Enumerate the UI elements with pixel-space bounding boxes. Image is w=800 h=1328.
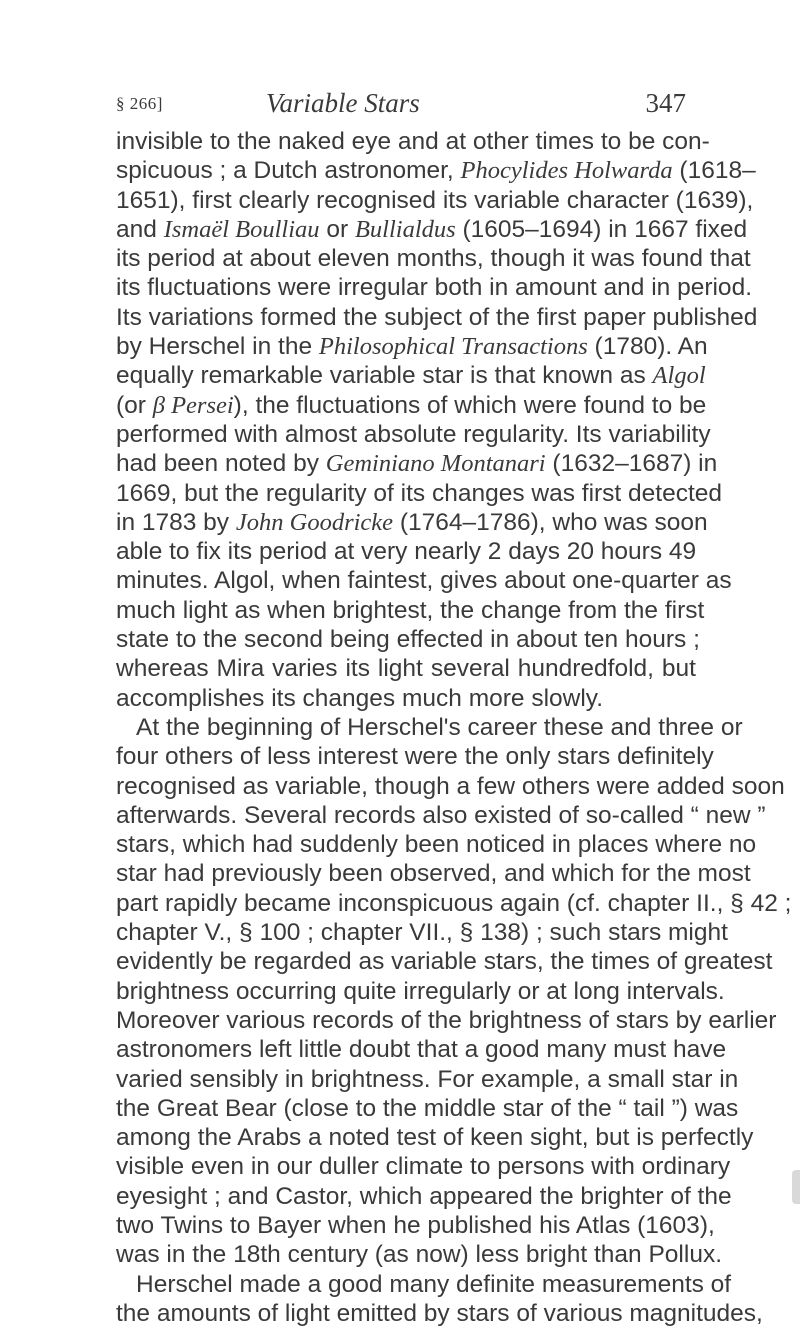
text-line bbox=[116, 479, 723, 508]
text-line bbox=[116, 596, 705, 625]
text-segment: ), the fluctuations of which were found to be bbox=[233, 391, 707, 419]
text-segment: much light as when brightest, the change from the first bbox=[116, 596, 705, 624]
text-segment: (1764–1786), who was soon bbox=[393, 508, 708, 536]
text-line bbox=[116, 127, 710, 156]
body-text bbox=[116, 127, 792, 1328]
text-segment: performed with almost absolute regularity. Its variability bbox=[116, 420, 711, 448]
italic-text: Geminiano Montanari bbox=[325, 450, 546, 478]
text-line bbox=[116, 1152, 731, 1181]
text-segment: chapter V., § 100 ; chapter VII., § 138) ; such stars might bbox=[116, 919, 728, 947]
text-line bbox=[116, 1006, 777, 1035]
section-marker: § 266] bbox=[116, 94, 163, 113]
text-segment: invisible to the naked eye and at other times to be con- bbox=[116, 128, 710, 155]
text-line bbox=[116, 1299, 763, 1328]
text-segment: 1669, but the regularity of its changes was first detected bbox=[116, 479, 723, 507]
text-segment: (1605–1694) in 1667 fixed bbox=[455, 215, 748, 243]
text-line bbox=[116, 332, 708, 361]
page-edge-mark bbox=[792, 1170, 800, 1204]
text-segment: recognised as variable, though a few others were added soon bbox=[116, 772, 785, 800]
text-segment: equally remarkable variable star is that known as bbox=[116, 362, 653, 390]
text-segment: At the beginning of Herschel's career these and three or bbox=[136, 713, 743, 741]
text-line bbox=[116, 361, 706, 390]
text-segment: was in the 18th century (as now) less bright than Pollux. bbox=[116, 1241, 723, 1269]
text-line bbox=[116, 625, 700, 654]
text-segment: visible even in our duller climate to persons with ordinary bbox=[116, 1153, 731, 1181]
text-segment: its period at about eleven months, though it was found that bbox=[116, 245, 751, 273]
text-line bbox=[116, 830, 757, 859]
text-segment: Its variations formed the subject of the first paper published bbox=[116, 303, 758, 331]
text-line bbox=[116, 772, 785, 801]
text-line bbox=[116, 918, 728, 947]
text-segment: the Great Bear (close to the middle star of the “ tail ”) was bbox=[116, 1094, 739, 1122]
text-line bbox=[116, 1270, 732, 1299]
text-segment: among the Arabs a noted test of keen sight, but is perfectly bbox=[116, 1124, 754, 1152]
text-segment: state to the second being effected in about ten hours ; bbox=[116, 626, 700, 654]
text-line bbox=[116, 420, 711, 449]
text-segment: by Herschel in the bbox=[116, 333, 319, 361]
text-segment: and bbox=[116, 215, 164, 243]
text-line bbox=[116, 391, 707, 420]
running-title: Variable Stars bbox=[266, 88, 420, 118]
italic-text: John Goodricke bbox=[235, 508, 394, 536]
text-line bbox=[116, 859, 751, 888]
text-segment: (or bbox=[116, 391, 153, 419]
text-line bbox=[116, 977, 725, 1006]
text-line bbox=[116, 156, 756, 185]
text-segment: four others of less interest were the only stars definitely bbox=[116, 743, 714, 771]
text-segment: (1780). An bbox=[587, 333, 708, 361]
text-line bbox=[116, 947, 773, 976]
text-segment: two Twins to Bayer when he published his Atlas (1603), bbox=[116, 1211, 715, 1239]
italic-text: Bullialdus bbox=[354, 215, 456, 243]
text-segment: Moreover various records of the brightness of stars by earlier bbox=[116, 1006, 777, 1034]
text-segment: accomplishes its changes much more slowly. bbox=[116, 684, 604, 712]
text-segment: part rapidly became inconspicuous again (cf. chapter II., § 42 ; bbox=[116, 889, 792, 917]
text-line bbox=[116, 742, 714, 771]
text-segment: afterwards. Several records also existed of so-called “ new ” bbox=[116, 801, 766, 829]
text-line bbox=[116, 889, 792, 918]
text-line bbox=[116, 566, 732, 595]
text-segment: able to fix its period at very nearly 2 days 20 hours 49 bbox=[116, 538, 697, 566]
text-segment: brightness occurring quite irregularly or at long intervals. bbox=[116, 977, 725, 1005]
text-line bbox=[116, 713, 743, 742]
text-segment: astronomers left little doubt that a good many must have bbox=[116, 1036, 727, 1064]
italic-text: β Persei bbox=[152, 391, 234, 419]
text-segment: star had previously been observed, and which for the most bbox=[116, 860, 751, 888]
text-segment: stars, which had suddenly been noticed in places where no bbox=[116, 831, 757, 859]
text-line bbox=[116, 449, 718, 478]
text-segment: Herschel made a good many definite measurements of bbox=[136, 1270, 732, 1298]
text-segment: had been noted by bbox=[116, 450, 326, 478]
text-segment: spicuous ; a Dutch astronomer, bbox=[116, 157, 461, 185]
text-line bbox=[116, 273, 752, 302]
text-line bbox=[116, 537, 696, 566]
text-segment: minutes. Algol, when faintest, gives about one-quarter as bbox=[116, 567, 732, 595]
text-segment: the amounts of light emitted by stars of various magnitudes, bbox=[116, 1299, 763, 1327]
italic-text: Phocylides Holwarda bbox=[460, 157, 673, 185]
text-line bbox=[116, 1240, 723, 1269]
text-line bbox=[116, 303, 758, 332]
text-line bbox=[116, 215, 748, 244]
text-line bbox=[116, 508, 708, 537]
text-line bbox=[116, 1211, 715, 1240]
text-line bbox=[116, 801, 766, 830]
page-number: 347 bbox=[645, 88, 686, 118]
italic-text: Philosophical Transactions bbox=[318, 333, 588, 361]
text-segment: its fluctuations were irregular both in amount and in period. bbox=[116, 274, 752, 302]
text-line bbox=[116, 684, 696, 713]
text-line bbox=[116, 1094, 739, 1123]
text-segment: 1651), first clearly recognised its variable character (1639), bbox=[116, 186, 754, 214]
running-head bbox=[116, 88, 686, 128]
text-segment: (1618– bbox=[672, 157, 756, 185]
text-line bbox=[116, 1035, 727, 1064]
text-line bbox=[116, 654, 696, 683]
text-segment: in 1783 by bbox=[116, 508, 236, 536]
italic-text: Algol bbox=[652, 362, 706, 390]
text-line bbox=[116, 244, 751, 273]
text-segment: whereas Mira varies its light several hundredfold, but bbox=[116, 655, 696, 683]
text-segment: (1632–1687) in bbox=[545, 450, 718, 478]
text-segment: or bbox=[319, 215, 355, 243]
text-line bbox=[116, 186, 754, 215]
text-line bbox=[116, 1065, 739, 1094]
text-segment: eyesight ; and Castor, which appeared the brighter of the bbox=[116, 1182, 732, 1210]
italic-text: Ismaël Boulliau bbox=[163, 215, 320, 243]
text-segment: evidently be regarded as variable stars, the times of greatest bbox=[116, 948, 773, 976]
text-segment: varied sensibly in brightness. For example, a small star in bbox=[116, 1065, 739, 1093]
text-line bbox=[116, 1123, 754, 1152]
text-line bbox=[116, 1182, 732, 1211]
